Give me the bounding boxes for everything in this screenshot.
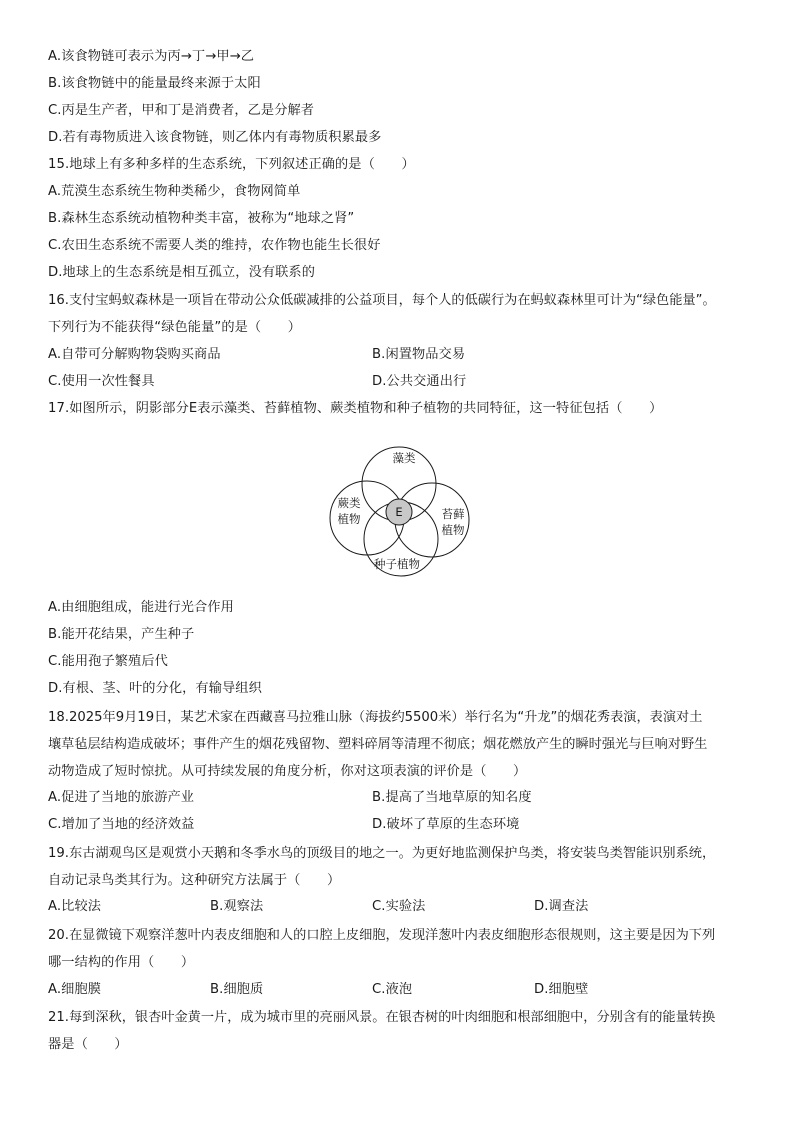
q20-option-d: D.细胞壁 <box>534 982 589 997</box>
q16-stem-line1: 16.支付宝蚂蚁森林是一项旨在带动公众低碳减排的公益项目，每个人的低碳行为在蚂蚁森林里可计为“绿色能量”。 <box>48 293 716 308</box>
q17-option-d: D.有根、茎、叶的分化，有输导组织 <box>48 681 262 696</box>
q15-option-a: A.荒漠生态系统生物种类稀少，食物网简单 <box>48 184 301 199</box>
venn-diagram <box>0 432 794 602</box>
q19-option-d: D.调查法 <box>534 899 589 914</box>
q19-stem-line2: 自动记录鸟类其行为。这种研究方法属于（ ） <box>48 873 341 888</box>
q15-option-c: C.农田生态系统不需要人类的维持，农作物也能生长很好 <box>48 238 381 253</box>
q15-option-d: D.地球上的生态系统是相互孤立，没有联系的 <box>48 265 316 280</box>
venn-label-algae: 藻类 <box>392 451 416 465</box>
q18-stem-line2: 壤草毡层结构造成破坏；事件产生的烟花残留物、塑料碎屑等清理不彻底；烟花燃放产生的瞬时强光与巨响对野生 <box>48 737 708 752</box>
q17-option-a: A.由细胞组成，能进行光合作用 <box>48 600 234 615</box>
q18-option-c: C.增加了当地的经济效益 <box>48 817 195 832</box>
q16-stem-line2: 下列行为不能获得“绿色能量”的是（ ） <box>48 320 302 335</box>
q18-stem-line1: 18.2025年9月19日，某艺术家在西藏喜马拉雅山脉（海拔约5500米）举行名为“升龙”的烟花秀表演，表演对土 <box>48 710 703 725</box>
q14-option-b: B.该食物链中的能量最终来源于太阳 <box>48 76 261 91</box>
q19-option-a: A.比较法 <box>48 899 102 914</box>
q17-option-b: B.能开花结果，产生种子 <box>48 627 195 642</box>
q20-stem-line2: 哪一结构的作用（ ） <box>48 955 195 970</box>
venn-label-moss-line2: 植物 <box>441 523 465 537</box>
q14-option-c: C.丙是生产者，甲和丁是消费者，乙是分解者 <box>48 103 315 118</box>
q17-option-c: C.能用孢子繁殖后代 <box>48 654 168 669</box>
q17-stem: 17.如图所示，阴影部分E表示藻类、苔藓植物、蕨类植物和种子植物的共同特征，这一特征包括（ ） <box>48 401 663 416</box>
venn-label-seed-plant: 种子植物 <box>374 557 420 571</box>
q19-option-b: B.观察法 <box>210 899 264 914</box>
q20-option-c: C.液泡 <box>372 982 413 997</box>
q21-stem-line1: 21.每到深秋，银杏叶金黄一片，成为城市里的亮丽风景。在银杏树的叶肉细胞和根部细胞中，分别含有的能量转换 <box>48 1010 716 1025</box>
venn-label-moss-line1: 苔藓 <box>441 507 465 521</box>
venn-label-fern-line1: 蕨类 <box>337 496 361 510</box>
q20-option-b: B.细胞质 <box>210 982 264 997</box>
venn-label-fern-line2: 植物 <box>337 512 361 526</box>
q18-option-a: A.促进了当地的旅游产业 <box>48 790 195 805</box>
q18-option-b: B.提高了当地草原的知名度 <box>372 790 532 805</box>
q18-option-d: D.破坏了草原的生态环境 <box>372 817 520 832</box>
q16-option-a: A.自带可分解购物袋购买商品 <box>48 347 221 362</box>
q21-stem-line2: 器是（ ） <box>48 1037 128 1052</box>
q15-stem: 15.地球上有多种多样的生态系统，下列叙述正确的是（ ） <box>48 157 415 172</box>
q16-option-d: D.公共交通出行 <box>372 374 467 389</box>
q16-option-c: C.使用一次性餐具 <box>48 374 155 389</box>
q20-option-a: A.细胞膜 <box>48 982 102 997</box>
q19-option-c: C.实验法 <box>372 899 426 914</box>
q20-stem-line1: 20.在显微镜下观察洋葱叶内表皮细胞和人的口腔上皮细胞，发现洋葱叶内表皮细胞形态很规则，这主要是因为下列 <box>48 928 716 943</box>
q14-option-a: A.该食物链可表示为丙→丁→甲→乙 <box>48 49 255 64</box>
q18-stem-line3: 动物造成了短时惊扰。从可持续发展的角度分析，你对这项表演的评价是（ ） <box>48 764 527 779</box>
q14-option-d: D.若有毒物质进入该食物链，则乙体内有毒物质积累最多 <box>48 130 382 145</box>
q15-option-b: B.森林生态系统动植物种类丰富，被称为“地球之肾” <box>48 211 355 226</box>
venn-label-e: E <box>395 505 403 519</box>
q19-stem-line1: 19.东古湖观鸟区是观赏小天鹅和冬季水鸟的顶级目的地之一。为更好地监测保护鸟类，将安装鸟类智能识别系统， <box>48 846 716 861</box>
q16-option-b: B.闲置物品交易 <box>372 347 466 362</box>
